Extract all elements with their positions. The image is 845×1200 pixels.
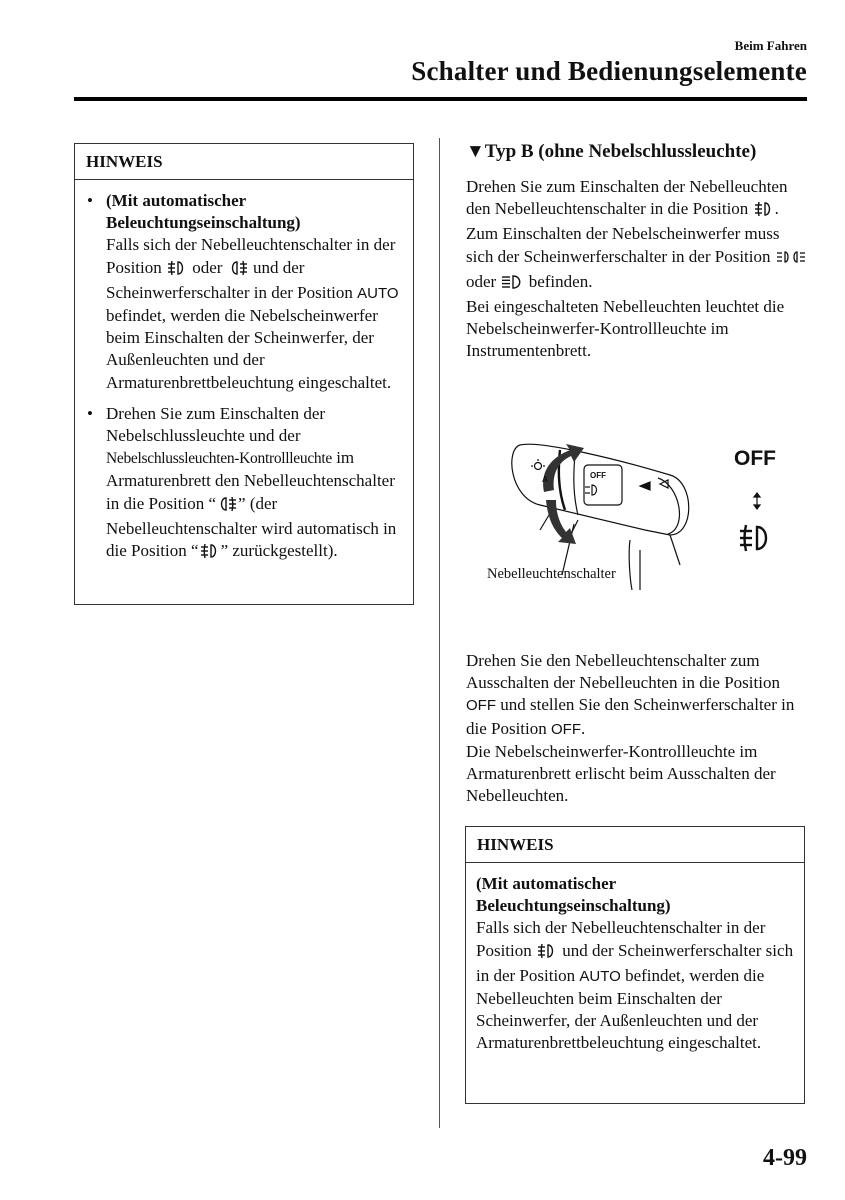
- note-title: HINWEIS: [466, 827, 804, 863]
- auto-position-label: AUTO: [357, 284, 399, 302]
- switch-off-paragraph: [466, 650, 808, 807]
- column-divider: [439, 138, 440, 1128]
- note-box-right: [465, 826, 805, 1104]
- off-position-label: OFF: [551, 720, 582, 738]
- rear-fog-light-icon: [228, 260, 248, 282]
- paragraph-text: .: [774, 199, 779, 219]
- up-down-arrow-icon: [752, 492, 762, 515]
- rear-fog-light-icon: [217, 496, 237, 518]
- figure-off-label: OFF: [734, 447, 776, 470]
- stalk-a-label: A: [542, 475, 548, 484]
- type-b-paragraph: [466, 176, 808, 363]
- front-fog-light-icon: [167, 260, 187, 282]
- note-text: oder: [192, 257, 223, 277]
- paragraph-text: Drehen Sie den Nebelleuchtenschalter zum Ausschalten der Nebelleuchten in die Position: [466, 651, 780, 693]
- note-text: ” (der Nebelleuchtenschalter wird automatisch in die Position “: [106, 493, 397, 561]
- note-item-rear-fog: [106, 403, 403, 565]
- note-text: im Armaturenbrett den Nebelleuchtenschalter in die Position “: [106, 448, 395, 513]
- note-body: [466, 863, 804, 1055]
- page-number: 4-99: [763, 1145, 807, 1171]
- note-text: ” zurückgestellt).: [220, 541, 338, 561]
- front-fog-light-icon: [200, 543, 220, 565]
- off-position-label: OFF: [466, 697, 496, 715]
- parking-light-icon: [776, 249, 806, 271]
- paragraph-text: .: [581, 718, 586, 738]
- note-item-heading: • (Mit automatischer Beleuchtungseinschaltung): [106, 191, 301, 233]
- note-text: befindet, werden die Nebelleuchten beim Einschalten der Scheinwerfer, der Außenleuchten und der Armaturenbrettbeleuchtung eingeschaltet.: [476, 965, 765, 1053]
- section-label: Beim Fahren: [734, 38, 807, 53]
- front-fog-light-icon: [738, 524, 772, 557]
- note-text: Drehen Sie zum Einschalten der Nebelschlussleuchte und der: [106, 403, 326, 446]
- figure-caption: Nebelleuchtenschalter: [487, 566, 616, 582]
- note-box-left: [74, 143, 414, 605]
- front-fog-light-icon: [537, 943, 557, 965]
- type-b-heading: ▼Typ B (ohne Nebelschlussleuchte): [466, 141, 757, 162]
- headlight-icon: [501, 274, 523, 296]
- auto-position-label: AUTO: [579, 967, 621, 985]
- note-title: HINWEIS: [75, 144, 413, 180]
- header-rule: [74, 97, 807, 101]
- note-text: befindet, werden die Nebelscheinwerfer beim Einschalten der Scheinwerfer, der Außenleuchten und der Armaturenbrettbeleuchtung eingeschaltet.: [106, 306, 392, 392]
- paragraph-text: Drehen Sie zum Einschalten der Nebelleuchten den Nebelleuchtenschalter in die Position: [466, 177, 788, 219]
- paragraph-text: befinden.: [528, 271, 593, 291]
- stalk-off-label: OFF: [590, 471, 606, 480]
- note-item-auto-lighting: [106, 190, 403, 394]
- note-text: und der Scheinwerferschalter in der Position: [106, 257, 353, 302]
- paragraph-text: Bei eingeschalteten Nebelleuchten leuchtet die Nebelscheinwerfer-Kontrollleuchte im Instrumentenbrett.: [466, 297, 785, 361]
- note-item-heading: (Mit automatischer Beleuchtungseinschaltung): [476, 874, 671, 916]
- paragraph-text: und stellen Sie den Scheinwerferschalter in die Position: [466, 695, 795, 738]
- chapter-title: Schalter und Bedienungselemente: [411, 56, 807, 86]
- paragraph-text: Zum Einschalten der Nebelscheinwerfer muss sich der Scheinwerferschalter in der Position: [466, 224, 780, 266]
- front-fog-light-icon: [754, 201, 774, 223]
- note-list: [75, 180, 413, 565]
- paragraph-text: oder: [466, 271, 497, 291]
- note-text: Falls sich der Nebelleuchtenschalter in der Position: [476, 918, 766, 960]
- note-text: Nebelschlussleuchten-Kontrollleuchte: [106, 450, 332, 468]
- note-text: und der Scheinwerferschalter sich in der Position: [476, 940, 794, 985]
- paragraph-text: Die Nebelscheinwerfer-Kontrollleuchte im Armaturenbrett erlischt beim Ausschalten der Nebelleuchten.: [466, 741, 776, 806]
- note-text: Falls sich der Nebelleuchtenschalter in der Position: [106, 235, 396, 277]
